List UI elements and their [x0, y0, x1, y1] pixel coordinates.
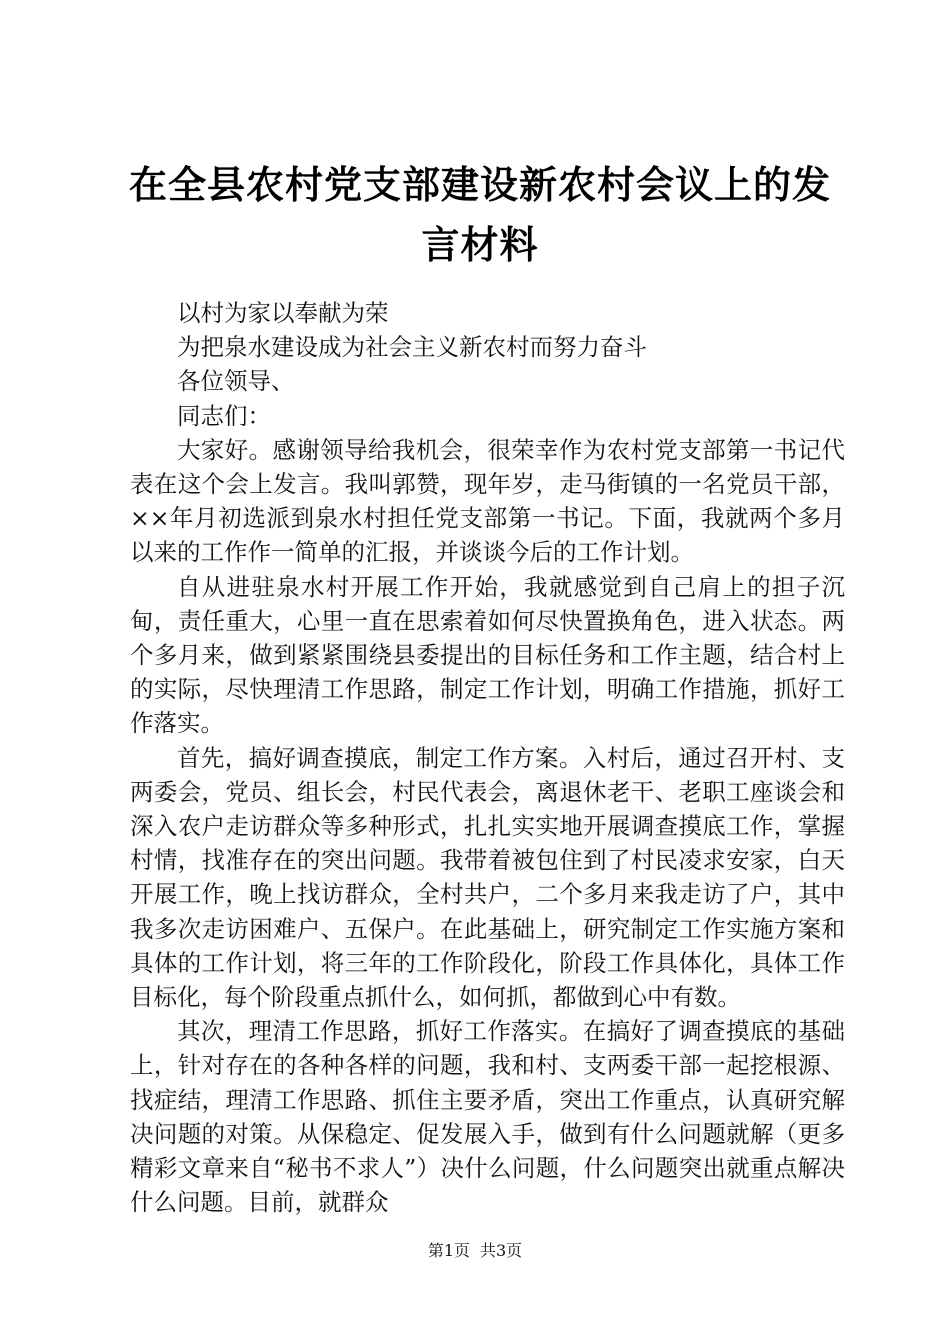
body-paragraph: 其次，理清工作思路，抓好工作落实。在搞好了调查摸底的基础上，针对存在的各种各样的问题，我和村、支两委干部一起挖根源、找症结，理清工作思路、抓住主要矛盾，突出工作重点，认真研究解决问题的对策。从保稳定、促发展入手，做到有什么问题就解（更多精彩文章来自“秘书不求人”）决什么问题，什么问题突出就重点解决什么问题。目前，就群众	[130, 1017, 845, 1217]
document-title: 在全县农村党支部建设新农村会议上的发言材料	[128, 163, 831, 267]
page-total: 共3页	[480, 1241, 523, 1260]
body-paragraph: 大家好。感谢领导给我机会，很荣幸作为农村党支部第一书记代表在这个会上发言。我叫郭赞，现年岁，走马街镇的一名党员干部，××年月初选派到泉水村担任党支部第一书记。下面，我就两个多月以来的工作作一简单的汇报，并谈谈今后的工作计划。	[130, 435, 845, 567]
salutation-line: 同志们：	[177, 401, 271, 430]
salutation-line: 各位领导、	[177, 367, 295, 396]
document-body	[130, 296, 845, 1219]
body-paragraph: 自从进驻泉水村开展工作开始，我就感觉到自己肩上的担子沉甸，责任重大，心里一直在思索着如何尽快置换角色，进入状态。两个多月来，做到紧紧围绕县委提出的目标任务和工作主题，结合村上的实际，尽快理清工作思路，制定工作计划，明确工作措施，抓好工作落实。	[130, 572, 845, 738]
body-paragraph: 首先，搞好调查摸底，制定工作方案。入村后，通过召开村、支两委会，党员、组长会，村民代表会，离退休老干、老职工座谈会和深入农户走访群众等多种形式，扎扎实实地开展调查摸底工作，掌握村情，找准存在的突出问题。我带着被包住到了村民凌求安家，白天开展工作，晚上找访群众，全村共户，二个多月来我走访了户，其中我多次走访困难户、五保户。在此基础上，研究制定工作实施方案和具体的工作计划，将三年的工作阶段化，阶段工作具体化，具体工作目标化，每个阶段重点抓什么，如何抓，都做到心中有数。	[130, 743, 845, 1012]
page-footer	[0, 1241, 950, 1261]
subtitle-line: 以村为家以奉献为荣	[177, 299, 389, 327]
subtitle-line: 为把泉水建设成为社会主义新农村而努力奋斗	[177, 333, 647, 362]
page-number: 第1页	[427, 1241, 470, 1260]
